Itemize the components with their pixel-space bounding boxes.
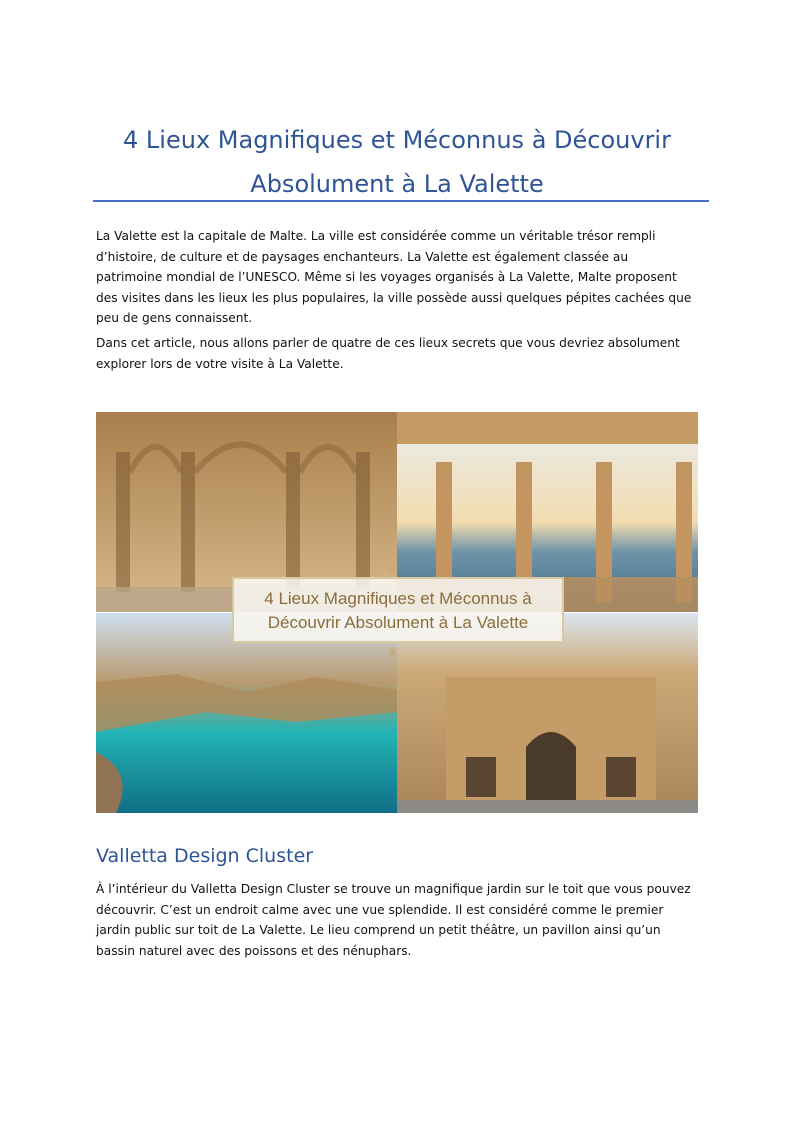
hero-caption (232, 577, 564, 643)
page-title (96, 118, 698, 206)
hero-caption-line-2: Découvrir Absolument à La Valette (267, 613, 529, 632)
section-heading: Valletta Design Cluster (96, 845, 314, 867)
intro-paragraph-1: La Valette est la capitale de Malte. La ville est considérée comme un véritable trésor rempli d’histoire, de culture et de paysages enchanteurs. La Valette est également classée au patrimoine mondial de l’UNESCO. Même si les voyages organisés à La Valette, Malte proposent des visites dans les lieux les plus populaires, la ville possède aussi quelques pépites cachées que peu de gens connaissent. (96, 229, 692, 325)
section-paragraph: À l’intérieur du Valletta Design Cluster se trouve un magnifique jardin sur le toit que vous pouvez découvrir. C’est un endroit calme avec une vue splendide. Il est considéré comme le premier jardin public sur toit de La Valette. Le lieu comprend un petit théâtre, un pavillon ainsi qu’un bassin naturel avec des poissons et des nénuphars. (96, 882, 691, 958)
title-line-2: Absolument à La Valette (250, 170, 544, 198)
caption-top-ornament-icon: ❦ (388, 562, 399, 576)
caption-bottom-ornament-icon: ❦ (388, 645, 399, 659)
title-underline (93, 200, 709, 202)
intro-paragraph-2: Dans cet article, nous allons parler de quatre de ces lieux secrets que vous devriez absolument explorer lors de votre visite à La Valette. (96, 336, 680, 371)
title-line-1: 4 Lieux Magnifiques et Méconnus à Découvrir (123, 126, 671, 154)
hero-caption-line-1: 4 Lieux Magnifiques et Méconnus à (264, 589, 532, 608)
